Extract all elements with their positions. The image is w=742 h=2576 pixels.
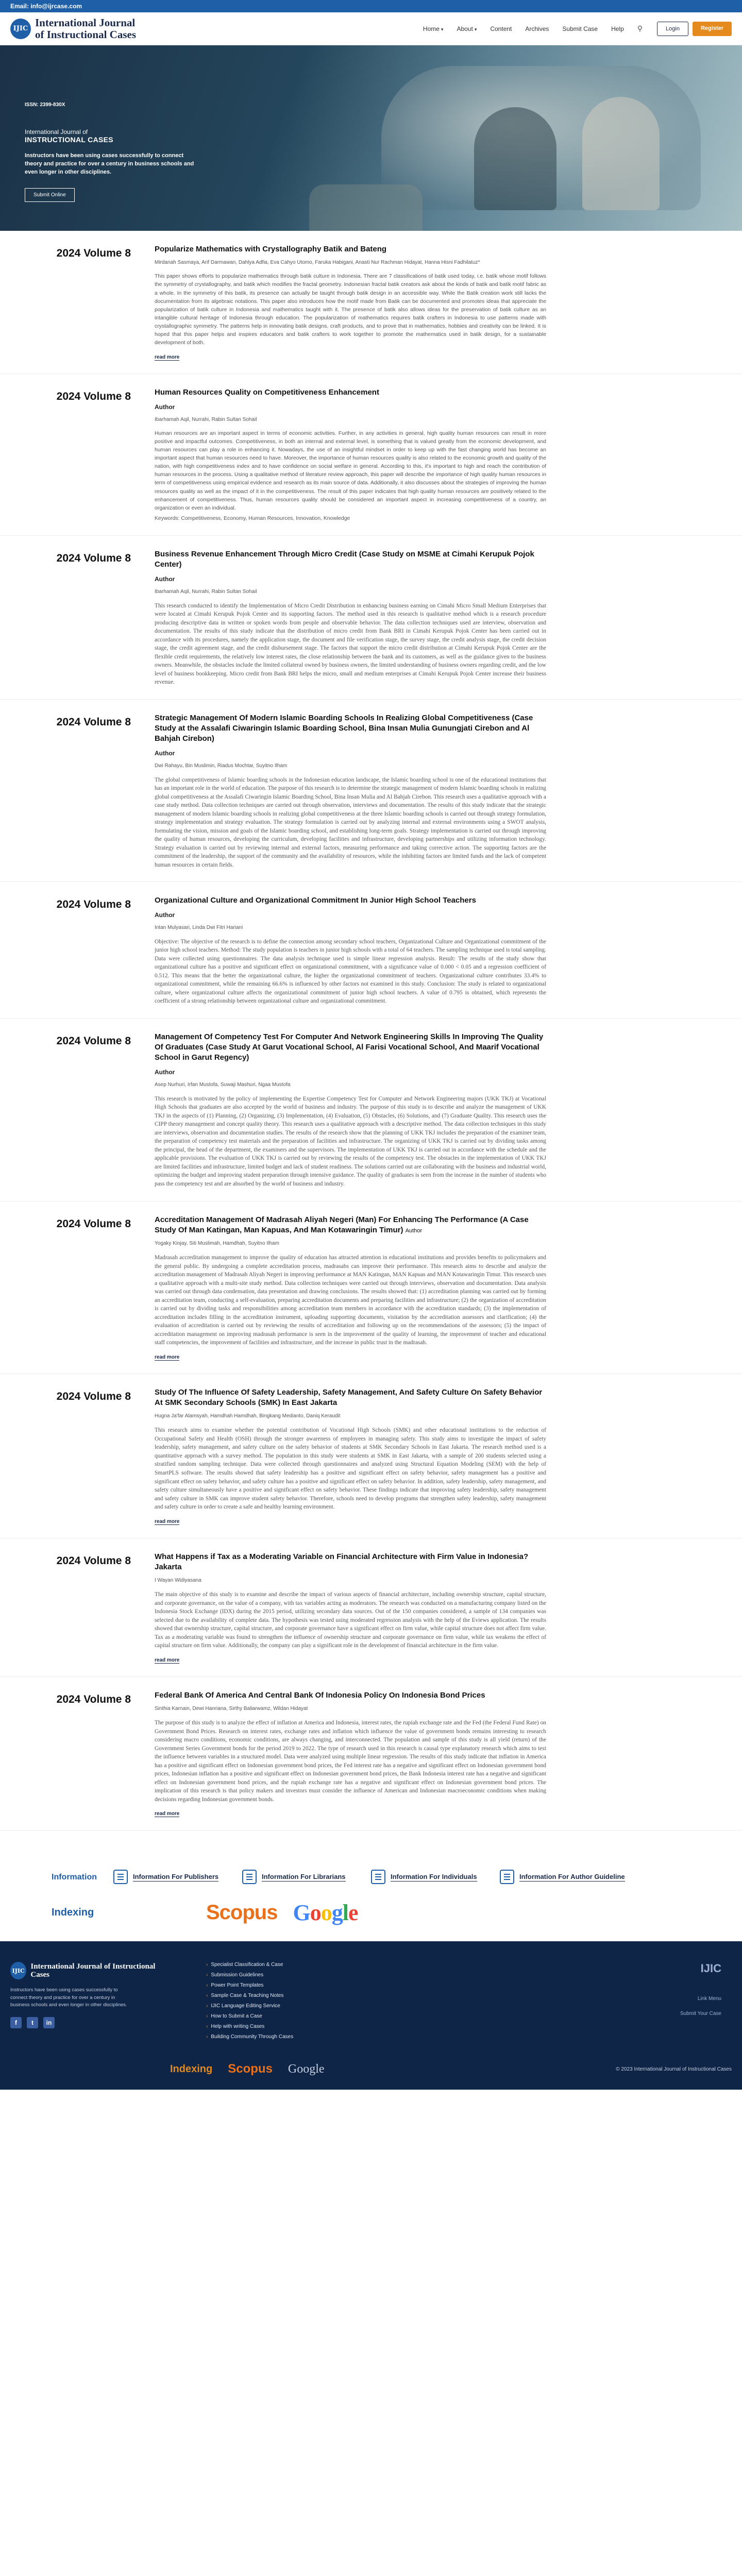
- footer-link[interactable]: › Specialist Classification & Case: [206, 1962, 283, 1968]
- article-abstract: This research is motivated by the policy of implementing the Expertise Competency Test for Computer and Network Engineering majors (UKK TKJ) at Vocational High Schools that graduates are also accepted by the world of business and industry. The purpose of this study is to describe and analyze the management of UKK TKJ in the aspects of (1) Planning, (2) Organizing, (3) Implementation, (4) Evaluation, (5) Obstacles, (6) Solutions, and (7) Graduate Quality. This research uses the CIPP theory management and concept quality theory. This research uses a qualitative approach with a descriptive method. The data collection techniques in this study are interviews, observation and documentation studies. The results of the research show that the planning of UKK TKJ includes the preparation of the examiner team, the preparation of competency test materials and the preparation of facilities and infrastructure. The organizing of UKK TKJ is carried out by dividing tasks among the principal, the head of the department, the examiners and the supervisors. The implementation of UKK TKJ is carried out in accordance with the schedule and the applicable provisions. The evaluation of UKK TKJ is carried out by reviewing the results of the competency test. The obstacles in the implementation of UKK TKJ are limited facilities and infrastructure, limited budget and lack of student readiness. The solutions carried out are collaborating with the business and industrial world, optimizing the budget and improving student preparation through intensive guidance. The quality of graduates is seen from the increase in the number of students who pass the competency test and are absorbed by the world of business and industry.: [155, 1095, 546, 1187]
- article-authors: Hugna Ja'far Alamsyah, Hamdhah Hamdhah, Bingkang Medianto, Daniq Keraudit: [155, 1413, 341, 1419]
- footer-link[interactable]: › Submission Guidelines: [206, 1972, 264, 1978]
- article-abstract: This research aims to examine whether the potential contribution of Vocational High Schools (SMK) and other educational institutions to the reduction of Occupational Safety and Health (OSH) through the stronger awareness of employees in managing safety. This study aims to investigate the impact of safety leadership, safety management, and safety culture on the safety behavior of students at SMK Secondary Schools in East Jakarta. The research method used is a quantitative approach with a survey method. The population in this study were students at SMK in East Jakarta, with a sample of 200 students selected using a stratified random sampling technique. Data were collected through questionnaires and analyzed using Structural Equation Modeling (SEM) with the help of SmartPLS software. The results showed that safety leadership has a positive and significant effect on safety behavior, safety management has a positive and significant effect on safety behavior, and safety culture has a positive and significant effect on safety behavior. In addition, safety leadership, safety management, and safety culture simultaneously have a positive and significant effect on safety behavior. These findings indicate that improving safety leadership, safety management and safety culture in SMK can improve student safety behavior. Therefore, schools need to develop programs that strengthen safety leadership, safety management and safety culture in order to create a safe and healthy learning environment.: [155, 1427, 546, 1511]
- article-abstract: This research conducted to identify the Implementation of Micro Credit Distribution in enhancing business earning on Cimahi Micro Small Medium Enterprises that were located at Cimahi Kerupuk Pojok Center and its supporting factors. The method used in this research is qualitative method which is a research procedure producing descriptive data in written or spoken words from people and observable behavior. The data collection techniques used are interview, observation and documentation. The results of this study indicate that the distribution of micro credit from Bank BRI in Cimahi Kerupuk Pojok Center has been carried out in accordance with its procedures, namely the application stage, the document and file verification stage, the survey stage, the credit analysis stage, the credit decision stage, the credit agreement stage, and the credit disbursement stage. The factors that support the micro credit distribution at Cimahi Kerupuk Pojok Center are the flexible credit requirements, the relatively low interest rates, the close relationship between the bank and its customers, as well as the guidance given to the business owners. Meanwhile, the obstacles include the limited collateral owned by business owners, the limited understanding of business owners regarding credit, and the low level of business bookkeeping. Micro credit from Bank BRI helps the micro, small and medium enterprises at Cimahi Kerupuk Pojok Center increase their business revenue.: [155, 602, 546, 686]
- footer-brand-text: International Journal of Instructional Cases: [30, 1962, 156, 1979]
- article-authors: Yogaky Kinjay, Siti Muslimah, Hamdhah, Suyitno Ilham: [155, 1241, 279, 1246]
- document-icon: [113, 1870, 128, 1884]
- bullet-icon: ›: [206, 2024, 208, 2030]
- article-volume: 2024 Volume 8: [56, 1035, 131, 1047]
- article-title[interactable]: Organizational Culture and Organizational Commitment In Junior High School Teachers: [155, 896, 476, 905]
- hero-image-desk: [309, 184, 423, 231]
- footer-right: [340, 1962, 732, 2044]
- article-abstract: Madrasah accreditation management to improve the quality of education has attracted attention in educational institutions and provides benefits to policymakers and the general public. By undergoing a complete accreditation process, madrasahs can improve their performance. This research aims to describe and analyze the accreditation management of Madrasah Aliyah Negeri in improving performance at MAN Katingan, MAN Kapuas and MAN Kotawaringin Timur. This research uses a qualitative approach with a multi-site study method. Data collection techniques were carried out through interviews, observation and documentation. Data analysis was carried out through data condensation, data presentation and drawing conclusions. The results showed that: (1) accreditation planning was carried out by forming an accreditation team, conducting a self-evaluation, preparing accreditation documents and preparing facilities and infrastructure; (2) the organization of accreditation is carried out by dividing tasks and responsibilities among accreditation team members in accordance with the accreditation standards; (3) the implementation of accreditation includes filling in the accreditation instrument, uploading supporting documents, visitation by the accreditation assessors and clarification; (4) the evaluation of accreditation is carried out by reviewing the results of accreditation and following up on the recommendations of the assessors; (5) the impact of accreditation management on improving madrasah performance is seen in the improvement of the quality of learning, the improvement of teacher and educational staff competencies, the improvement of facilities and infrastructure, and the increase in public trust in the madrasah.: [155, 1255, 546, 1346]
- article-item: [0, 1538, 742, 1677]
- journal-logo: IJIC: [10, 19, 31, 39]
- chevron-down-icon: ▾: [474, 26, 477, 32]
- hero-title-line1: International Journal of: [25, 128, 88, 135]
- bullet-icon: ›: [206, 1993, 208, 1999]
- article-volume: 2024 Volume 8: [56, 552, 131, 564]
- article-title-text: Accreditation Management Of Madrasah Aliyah Negeri (Man) For Enhancing The Performance (A Case Study Of Man Katingan, Man Kapuas, And Man Kotawaringin Timur): [155, 1215, 529, 1234]
- contact-email[interactable]: Email: info@ijrcase.com: [10, 3, 82, 10]
- article-list: [0, 231, 742, 1851]
- brand-line-2: of Instructional Cases: [35, 28, 137, 41]
- article-volume: 2024 Volume 8: [56, 247, 131, 259]
- footer-description: Instructors have been using cases successfully to connect theory and practice for over a century in business schools and even longer in other disciplines.: [10, 1987, 127, 2008]
- hero-image-figure: [474, 107, 556, 210]
- linkedin-icon[interactable]: in: [43, 2017, 55, 2028]
- author-heading: Author: [155, 575, 175, 583]
- article-title[interactable]: Human Resources Quality on Competitiveness Enhancement: [155, 388, 379, 397]
- footer-link[interactable]: › Building Community Through Cases: [206, 2034, 294, 2040]
- article-item: [0, 1677, 742, 1831]
- bullet-icon: ›: [206, 2013, 208, 2020]
- site-footer: [0, 1941, 742, 2090]
- article-authors: Ibarhamah Aqil, Nurrahi, Rabin Sultan Sohail: [155, 416, 257, 422]
- brand[interactable]: [10, 17, 136, 40]
- footer-right-logo: IJIC: [700, 1962, 721, 1975]
- footer-link[interactable]: › How to Submit a Case: [206, 2013, 262, 2020]
- footer-links: [165, 1962, 340, 2044]
- footer-brand[interactable]: [10, 1962, 165, 1979]
- footer-link-menu[interactable]: Link Menu: [697, 1996, 721, 2002]
- footer-submit-case[interactable]: Submit Your Case: [680, 2011, 721, 2017]
- search-icon[interactable]: ⚲: [637, 24, 643, 32]
- article-volume: 2024 Volume 8: [56, 391, 131, 403]
- article-title[interactable]: Federal Bank Of America And Central Bank Of Indonesia Policy On Indonesia Bond Prices: [155, 1690, 485, 1700]
- article-authors: I Wayan Widiyasana: [155, 1578, 201, 1584]
- article-volume: 2024 Volume 8: [56, 1554, 131, 1567]
- article-volume: 2024 Volume 8: [56, 1217, 131, 1230]
- info-author-guideline[interactable]: [500, 1870, 629, 1884]
- submit-online-button[interactable]: Submit Online: [25, 188, 75, 202]
- article-item: [0, 231, 742, 374]
- copyright: © 2023 International Journal of Instructional Cases: [616, 2066, 732, 2072]
- info-author-guideline-label: Information For Author Guideline: [519, 1873, 625, 1881]
- indexing-title: Indexing: [52, 1907, 94, 1919]
- hero-description: Instructors have been using cases successfully to connect theory and practice for over a century in business schools and even longer in other disciplines.: [25, 152, 194, 175]
- hero-banner: [0, 45, 742, 231]
- main-nav: [423, 24, 643, 33]
- bullet-icon: ›: [206, 1982, 208, 1989]
- brand-line-1: International Journal: [35, 16, 136, 29]
- info-publishers-label: Information For Publishers: [133, 1873, 219, 1881]
- article-title[interactable]: Business Revenue Enhancement Through Micro Credit (Case Study on MSME at Cimahi Kerupuk Pojok Center): [155, 550, 534, 569]
- footer-indexing: [170, 2062, 325, 2076]
- site-header: [0, 12, 742, 45]
- bullet-icon: ›: [206, 1972, 208, 1978]
- article-abstract: The global competitiveness of Islamic boarding schools in the Indonesian education landscape, the Islamic boarding school is one of the educational institutions that has an important role in the world of education. The purpose of this research is to determine the strategic management of modern Islamic boarding schools in realizing global competitiveness at the Assalafi Ciwaringin Islamic Boarding School, Bina Insan Mulia and Al Bahjah Cirebon. This research uses a qualitative approach with a case study method. Data collection techniques are carried out through observation, interviews and documentation. The results of this study indicate that the strategic management of modern Islamic boarding schools in realizing global competitiveness at the three Islamic boarding schools is carried out through strategy formulation, strategy implementation and strategy evaluation. The strategy formulation is carried out by analyzing internal and external environments using a SWOT analysis, formulating the vision, mission and goals of the Islamic boarding school, and establishing long-term goals. Strategy implementation is carried out through improving the quality of human resources, developing the curriculum, developing facilities and infrastructure, developing partnerships and utilizing information technology. Strategy evaluation is carried out by reviewing internal and external factors, measuring performance and taking corrective action. The supporting factors are the commitment of the leadership, the support of the community and the availability of resources, while the inhibiting factors are limited funds and the lack of competent human resources in certain fields.: [155, 776, 546, 868]
- hero-content: [25, 102, 195, 202]
- footer-link[interactable]: › Power Point Templates: [206, 1982, 264, 1989]
- article-item: [0, 1019, 742, 1201]
- footer-scopus-logo[interactable]: Scopus: [228, 2062, 273, 2076]
- google-scholar-logo[interactable]: Google: [293, 1900, 358, 1926]
- read-more-link[interactable]: read more: [155, 1657, 180, 1663]
- bullet-icon: ›: [206, 2003, 208, 2009]
- article-abstract: The main objective of this study is to examine and describe the impact of various aspects of financial architecture, including ownership structure, capital structure, and corporate governance, on the value of a company, with tax variables acting as moderators. The research was conducted on a manufacturing company listed on the Indonesia Stock Exchange (IDX) during the 2015 period, utilizing secondary data sources. Out of the 150 companies considered, a sample of 134 companies was selected due to the availability of complete data. The hypothesis was tested using moderated regression analysis with the help of the Eviews application. The results showed that ownership structure, capital structure, and corporate governance have a significant effect on firm value, while capital structure does not affect firm value. Tax as a moderating variable was found to strengthen the influence of ownership structure and corporate governance on firm value, while tax weakens the effect of capital structure on firm value. Additionally, the company can play a significant role in the development of financial architecture in the firm value.: [155, 1591, 546, 1649]
- login-button[interactable]: Login: [657, 22, 688, 36]
- scopus-logo[interactable]: Scopus: [206, 1901, 278, 1924]
- nav-submit-case[interactable]: Submit Case: [562, 25, 598, 32]
- read-more-link[interactable]: read more: [155, 1811, 180, 1817]
- nav-home[interactable]: Home ▾: [423, 25, 444, 32]
- info-librarians[interactable]: [242, 1870, 371, 1884]
- information-links: [0, 1851, 742, 1900]
- article-title[interactable]: Study Of The Influence Of Safety Leadership, Safety Management, And Safety Culture On Safety Behavior At SMK Secondary Schools (SMK) In East Jakarta: [155, 1387, 543, 1408]
- article-volume: 2024 Volume 8: [56, 899, 131, 911]
- hero-title-line2: INSTRUCTIONAL CASES: [25, 135, 113, 144]
- article-title[interactable]: Management Of Competency Test For Computer And Network Engineering Skills In Improving The Quality Of Graduates (Case Study At Garut Vocational School, Al Farisi Vocational School, And Maarif Vocational School in Garut Regency): [155, 1032, 544, 1062]
- article-title[interactable]: What Happens if Tax as a Moderating Variable on Financial Architecture with Firm Value in Indonesia? Jakarta: [155, 1552, 529, 1571]
- nav-content[interactable]: Content: [490, 25, 512, 32]
- bullet-icon: ›: [206, 1962, 208, 1968]
- document-icon: [242, 1870, 257, 1884]
- article-volume: 2024 Volume 8: [56, 716, 131, 728]
- footer-google-logo[interactable]: Google: [288, 2062, 325, 2076]
- footer-link[interactable]: › IJIC Language Editing Service: [206, 2003, 280, 2009]
- article-item: [0, 1374, 742, 1538]
- article-abstract: Human resources are an important aspect in terms of economic activities. Further, in any activities in general, high quality human resources can result in more positive and impactful outcomes. Competitiveness, in both an internal and external level, is something that is valued greatly from the economic development, and human resources can play a role in enhancing it. Nowadays, the use of an insightful mindset in order to keep up with the fast changing world has become an important aspect that human resources need to have. Moreover, the importance of human resources quality is also related to the economic growth and quality of the nation, with high competitiveness index and to have confidence on social welfare in general. According to this, it's important to high and reach the contribution of human resources in the process. Using a qualitative method of literature review approach, this paper will describe the importance of high quality human resources in term of competitiveness using empirical evidence and research as its main source of data. Additionally, it also discusses about the strategies of improving the human resources quality as well as the impact of it in the competitiveness. The result of this paper indicates that high quality human resources are positively related to the enhancement of competitiveness. Thus, human resources quality should be considered an important aspect in increasing competitiveness of a country, an organization or even an individual.: [155, 430, 546, 511]
- info-individuals-label: Information For Individuals: [391, 1873, 477, 1881]
- indexing-section: [0, 1900, 742, 1941]
- document-icon: [500, 1870, 514, 1884]
- info-heading-label: Information: [52, 1872, 97, 1882]
- footer-logo: IJIC: [10, 1962, 26, 1979]
- twitter-icon[interactable]: t: [27, 2017, 38, 2028]
- bullet-icon: ›: [206, 2034, 208, 2040]
- article-volume: 2024 Volume 8: [56, 1390, 131, 1402]
- article-abstract: The purpose of this study is to analyze the effect of inflation at America and Indonesia, interest rates, the rupiah exchange rate and the Fed (the Federal Fund Rate) on Government Bond Prices. Research on interest rates, exchange rates and inflation which influence the value of government bonds remains interesting to research considering macro conditions, economic conditions, are always changing, and interconnected. The population and sample of this study is all yield (return) of the Government Series Government bonds for the period 2019 to 2022. The type of research used in this research is causal type explanatory research which aims to test the influence between variables in a structured model. Data were analyzed using multiple linear regression. The results of this study indicate that inflation in America has a positive and significant effect on Indonesian government bond prices, the Fed interest rate has a negative and significant effect on Indonesian government bond prices, Indonesian inflation has a positive and significant effect on Indonesian government bond prices, the Bank Indonesia interest rate has a negative and significant effect on Indonesian government bond prices, and the rupiah exchange rate has a negative and significant effect on Indonesian government bond prices. The implication of this research is that policy makers and investors must consider the influence of American and Indonesian macroeconomic conditions when making decisions regarding Indonesian government bonds.: [155, 1720, 546, 1803]
- read-more-link[interactable]: read more: [155, 1354, 180, 1360]
- footer-indexing-title: Indexing: [170, 2063, 213, 2075]
- article-item: [0, 1201, 742, 1374]
- read-more-link[interactable]: read more: [155, 354, 180, 361]
- nav-help[interactable]: Help: [611, 25, 624, 32]
- article-authors: Dwi Rahayu, Bin Muslimin, Riadus Mochtar, Suyitno Ilham: [155, 762, 288, 769]
- article-title[interactable]: Popularize Mathematics with Crystallography Batik and Bateng: [155, 245, 387, 253]
- article-authors: Asep Nurhuri, Irfan Mustofa, Suwaji Mashuri, Ngaa Mustofa: [155, 1081, 291, 1088]
- article-abstract: This paper shows efforts to popularize mathematics through batik culture in Indonesia. There are 7 classifications of batik used today, i.e. batik whose motif follows the symmetry of crystallography, and batik which modifies the fractal geometry. Indonesian fractal batik creators ask about the kinds of batik and batik motif fabric as a whole. In the symmetry of this batik, its presence can actually be taught through batik design in an accessible way. While the Batik creation work still lacks the documentation from its algebraic notations. This paper also introduces how the motif made from Batik can be documented and promotes ideas that appreciate the popularization of batik culture in Indonesia and mathematics taught with it. The presence of batik also allows ideas for the preservation of batik culture as an intangible cultural heritage of Indonesia through education. The popularization of mathematics requires batik crafters in Indonesia to use patterns made with crystallographic symmetry. The patterns help in innovating batik designs, craft products, and to prove that in mathematics, hobbies and creativity can be linked. It is hoped that this paper helps and inspires educators and batik crafters to work together to promote the mathematics used in batik design, for a sustainable development of both.: [155, 274, 546, 346]
- read-more-link[interactable]: read more: [155, 1518, 180, 1524]
- brand-text: [35, 17, 136, 40]
- article-authors: Intan Mulyasari, Linda Dwi Fitri Hariani: [155, 924, 243, 930]
- article-item: [0, 700, 742, 883]
- info-librarians-label: Information For Librarians: [262, 1873, 346, 1881]
- article-item: [0, 882, 742, 1019]
- author-heading: Author: [155, 911, 175, 919]
- author-note: Author: [405, 1227, 423, 1234]
- article-keywords: Keywords: Competitiveness, Economy, Human Resources, Innovation, Knowledge: [155, 515, 350, 521]
- auth-buttons: [657, 22, 732, 36]
- article-title[interactable]: Strategic Management Of Modern Islamic Boarding Schools In Realizing Global Competitiveness (Case Study at the Assalafi Ciwaringin Islamic Boarding School, Bina Insan Mulia Gunungjati Cirebon and Al Bahjah Cirebon): [155, 713, 533, 743]
- document-icon: [371, 1870, 385, 1884]
- author-heading: Author: [155, 749, 175, 757]
- article-authors: Ibarhamah Aqil, Nurrahi, Rabin Sultan Sohail: [155, 588, 257, 595]
- hero-issn: ISSN: 2399-830X: [25, 102, 65, 108]
- nav-archives[interactable]: Archives: [525, 25, 549, 32]
- info-publishers[interactable]: [113, 1870, 242, 1884]
- nav-about[interactable]: About ▾: [457, 25, 477, 32]
- facebook-icon[interactable]: f: [10, 2017, 22, 2028]
- social-links: [10, 2017, 165, 2028]
- info-individuals[interactable]: [371, 1870, 500, 1884]
- article-title[interactable]: [155, 1215, 546, 1236]
- article-authors: Sinthia Karnain, Dewi Hanriana, Sirthy Baliarwamz, Wildan Hidayat: [155, 1706, 308, 1712]
- author-heading: Author: [155, 403, 175, 411]
- chevron-down-icon: ▾: [441, 26, 444, 32]
- footer-link[interactable]: › Sample Case & Teaching Notes: [206, 1993, 284, 1999]
- contact-bar: [0, 0, 742, 12]
- article-item: [0, 536, 742, 700]
- register-button[interactable]: Register: [693, 22, 732, 36]
- article-abstract: Objective: The objective of the research is to define the connection among secondary school teachers, Organizational Culture and Organizational commitment of the junior high school teachers. Method: The study population is teachers in junior high schools with a total of 64 teachers. The sampling technique used is total sampling. Data were collected using questionnaires. The data analysis technique used is simple linear regression analysis. Result: The results of the study show that organizational culture has a positive and significant effect on organizational commitment, with a significance value of 0.000 < 0.05 and a regression coefficient of 0.512. This means that the better the organizational culture, the higher the organizational commitment of teachers. Organizational culture contributes 33.4% to organizational commitment, while the remaining 66.6% is influenced by other factors not examined in this study. Conclusion: The study is related to organizational culture, where organizational culture affects the organizational commitment of junior high school teachers. A value of 0.795 is obtained, which represents the coefficient of a strong relationship between organizational culture and organizational commitment.: [155, 938, 546, 1005]
- hero-image-figure: [582, 97, 660, 210]
- footer-link[interactable]: › Help with writing Cases: [206, 2024, 265, 2030]
- article-volume: 2024 Volume 8: [56, 1693, 131, 1705]
- indexing-logos: [206, 1900, 358, 1926]
- info-heading: [52, 1872, 113, 1882]
- article-item: [0, 374, 742, 536]
- author-heading: Author: [155, 1068, 175, 1076]
- article-authors: Mirdanah Sasmaya, Arif Darmawan, Dahlya Adfia, Eva Cahyo Utomo, Faruka Habigani, Anasti Nur Rachman Hidayat, Hanna Hisni Fadhilatuz*: [155, 260, 480, 266]
